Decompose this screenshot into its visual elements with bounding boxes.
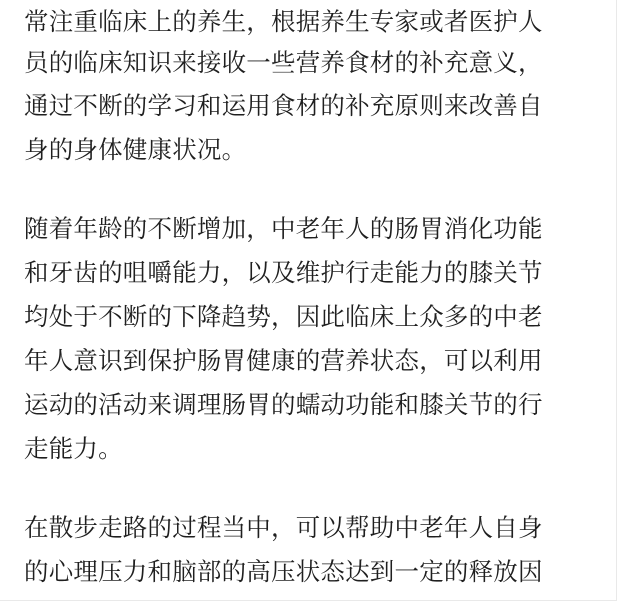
text-line: 员的临床知识来接收一些营养食材的补充意义， [24,48,543,77]
text-line: 年人意识到保护肠胃健康的营养状态，可以利用 [24,346,543,375]
text-line: 走能力。 [24,434,123,463]
text-line: 身的身体健康状况。 [24,135,247,164]
text-line: 在散步走路的过程当中，可以帮助中老年人自身 [24,513,543,542]
text-line: 通过不断的学习和运用食材的补充原则来改善自 [24,91,543,120]
text-line: 均处于不断的下降趋势，因此临床上众多的中老 [24,302,543,331]
text-line: 常注重临床上的养生，根据养生专家或者医护人 [24,7,543,36]
text-line: 随着年龄的不断增加，中老年人的肠胃消化功能 [24,214,543,243]
text-line: 的心理压力和脑部的高压状态达到一定的释放因 [24,557,543,586]
text-line: 和牙齿的咀嚼能力，以及维护行走能力的膝关节 [24,258,543,287]
text-line: 运动的活动来调理肠胃的蠕动功能和膝关节的行 [24,390,543,419]
